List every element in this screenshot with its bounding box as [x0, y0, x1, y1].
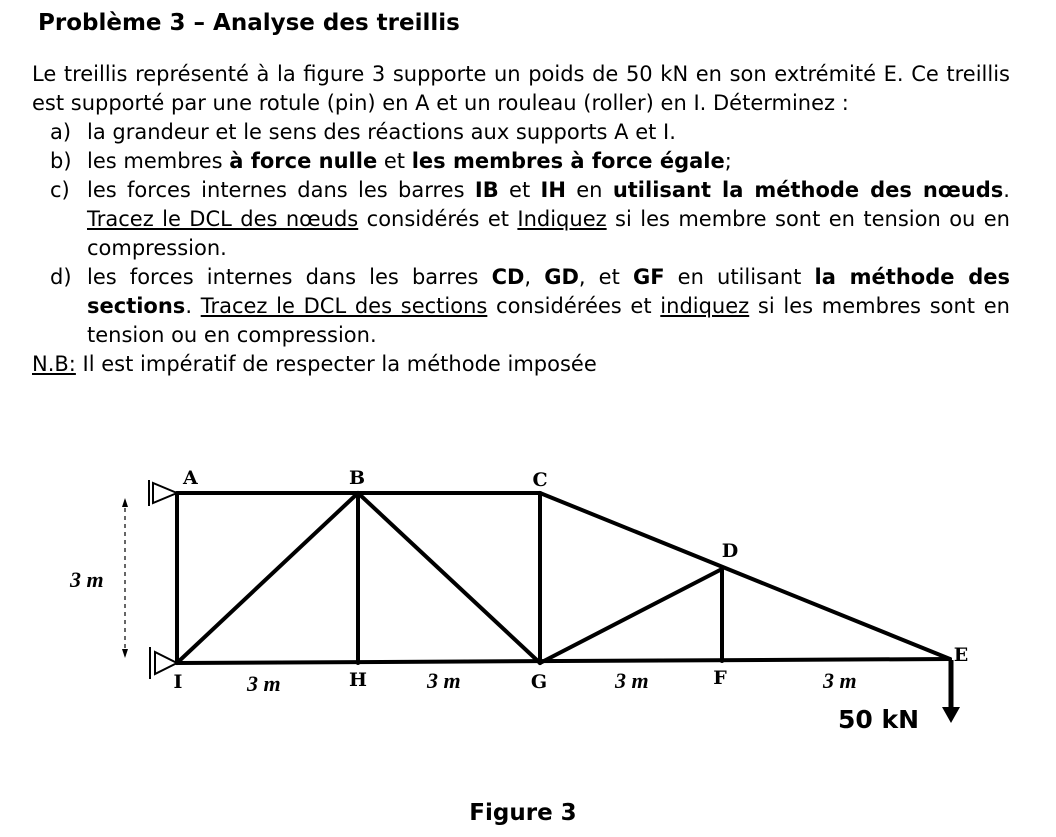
- question-text: et: [377, 149, 412, 173]
- emphasis-text: utilisant la méthode des nœuds: [612, 178, 1004, 202]
- question-text: considérés et: [358, 207, 518, 231]
- nb-label: N.B:: [32, 352, 76, 376]
- question-text: ;: [724, 149, 732, 173]
- node-label-f: F: [713, 667, 727, 689]
- question-label: d): [50, 265, 72, 289]
- member-gd: GD: [544, 265, 579, 289]
- question-label: a): [50, 120, 72, 144]
- truss-figure: [0, 430, 1056, 800]
- member-ce: [540, 493, 950, 659]
- question-text: considérées et: [487, 294, 661, 318]
- question-text: ,: [524, 265, 545, 289]
- figure-caption: Figure 3: [469, 800, 577, 826]
- dimension-span-label: 3 m: [247, 671, 281, 696]
- question-text: .: [185, 294, 201, 318]
- node-label-i: I: [173, 671, 183, 693]
- load-label: 50 kN: [838, 705, 920, 734]
- question-text: les membres: [87, 149, 230, 173]
- question-d: [32, 263, 1010, 350]
- question-text: , et: [578, 265, 633, 289]
- pin-support-icon: [149, 480, 177, 506]
- truss-members: [177, 493, 950, 663]
- underlined-text: Tracez le DCL des nœuds: [87, 207, 359, 231]
- question-a: [32, 118, 1010, 147]
- question-label: c): [50, 178, 70, 202]
- member-ie: [177, 659, 950, 663]
- question-text: si les membre sont en tension ou en compression.: [87, 207, 1010, 260]
- member-ih: IH: [540, 178, 566, 202]
- node-label-h: H: [349, 669, 367, 691]
- dimension-height-label: 3 m: [70, 567, 104, 592]
- node-label-g: G: [530, 671, 548, 693]
- question-text: .: [1003, 178, 1010, 202]
- question-c: [32, 176, 1010, 263]
- load-arrow-icon: [942, 660, 960, 723]
- dimension-span-label: 3 m: [615, 668, 649, 693]
- node-label-b: B: [348, 467, 366, 489]
- dimension-span-label: 3 m: [823, 668, 857, 693]
- member-bg: [358, 493, 540, 663]
- member-ib: [177, 493, 358, 663]
- question-text: en: [565, 178, 613, 202]
- intro-paragraph: Le treillis représenté à la figure 3 supporte un poids de 50 kN en son extrémité E. Ce treillis est supporté par une rotule (pin) en A et un rouleau (roller) en I. Déterminez :: [32, 62, 1010, 115]
- member-ib: IB: [474, 178, 499, 202]
- problem-title: Problème 3 – Analyse des treillis: [38, 10, 460, 36]
- question-b: [32, 147, 1010, 176]
- dimension-arrow-icon: [122, 498, 128, 658]
- question-text: si les membres sont en tension ou en compression.: [87, 294, 1010, 347]
- question-text: la grandeur et le sens des réactions aux supports A et I.: [87, 120, 676, 144]
- nb-text: Il est impératif de respecter la méthode imposée: [75, 352, 597, 376]
- emphasis-text: la méthode des sections: [87, 265, 1010, 318]
- dimension-span-label: 3 m: [427, 668, 461, 693]
- node-label-a: A: [183, 467, 198, 489]
- member-cd: CD: [491, 265, 525, 289]
- node-label-e: E: [953, 644, 969, 666]
- question-text: et: [498, 178, 541, 202]
- question-text: les forces internes dans les barres: [87, 265, 492, 289]
- member-gd: [540, 569, 722, 663]
- question-label: b): [50, 149, 72, 173]
- underlined-text: indiquez: [660, 294, 750, 318]
- node-label-c: C: [532, 469, 548, 491]
- nb-note: [32, 350, 1010, 379]
- question-list: [32, 118, 1010, 350]
- underlined-text: Indiquez: [517, 207, 607, 231]
- problem-statement: [32, 60, 1010, 379]
- node-label-d: D: [721, 540, 739, 562]
- question-text: en utilisant: [664, 265, 815, 289]
- emphasis-text: à force nulle: [229, 149, 378, 173]
- question-text: les forces internes dans les barres: [87, 178, 475, 202]
- underlined-text: Tracez le DCL des sections: [200, 294, 488, 318]
- emphasis-text: les membres à force égale: [411, 149, 725, 173]
- member-gf: GF: [632, 265, 665, 289]
